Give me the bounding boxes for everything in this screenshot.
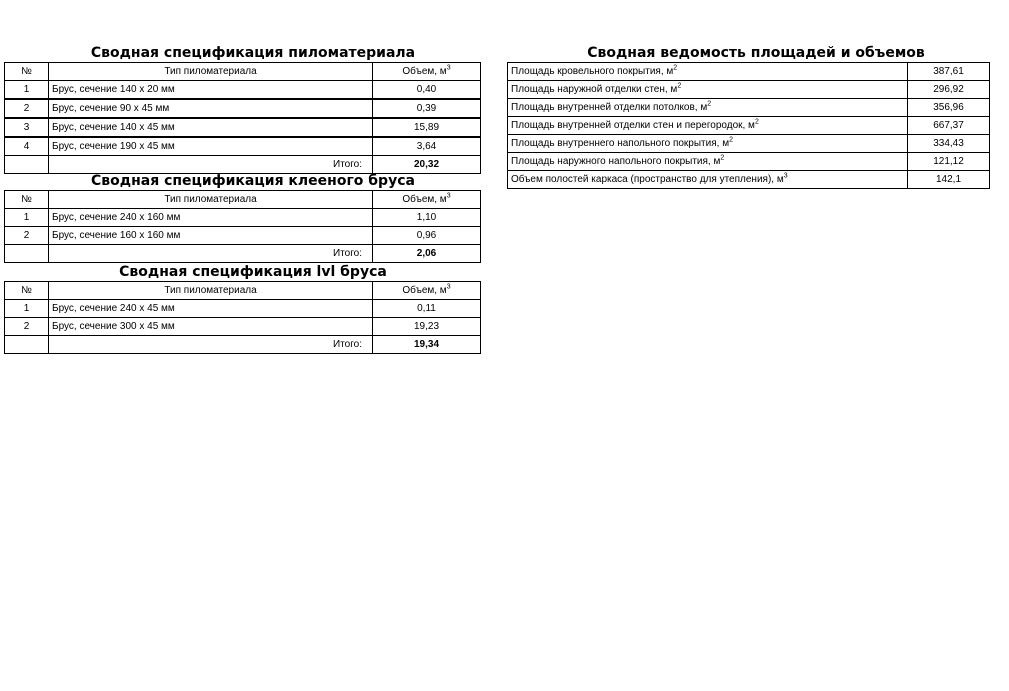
table-row bbox=[5, 300, 481, 318]
table-row bbox=[5, 99, 481, 118]
glulam-spec-title: Сводная спецификация клееного бруса bbox=[91, 173, 415, 189]
row-value: 296,92 bbox=[908, 81, 990, 99]
lvl-spec-table bbox=[4, 281, 481, 354]
row-value: 387,61 bbox=[908, 63, 990, 81]
row-num: 2 bbox=[5, 99, 49, 118]
lumber-spec-block bbox=[4, 44, 502, 174]
header-num: № bbox=[5, 191, 49, 209]
row-name: Брус, сечение 240 х 160 мм bbox=[49, 209, 373, 227]
row-volume: 19,23 bbox=[373, 318, 481, 336]
table-row bbox=[5, 318, 481, 336]
header-volume: Объем, $м^3$ bbox=[373, 63, 481, 81]
row-volume: 1,10 bbox=[373, 209, 481, 227]
table-row bbox=[5, 81, 481, 100]
row-label: Площадь наружного напольного покрытия, $м^2$ bbox=[508, 153, 908, 171]
header-num: № bbox=[5, 282, 49, 300]
header-type: Тип пиломатериала bbox=[49, 191, 373, 209]
lvl-spec-block bbox=[4, 263, 502, 354]
table-header-row bbox=[5, 191, 481, 209]
row-volume: 0,11 bbox=[373, 300, 481, 318]
total-row bbox=[5, 245, 481, 263]
table-row bbox=[5, 209, 481, 227]
total-value: 20,32 bbox=[373, 156, 481, 174]
row-num: 2 bbox=[5, 227, 49, 245]
row-label: Площадь внутренней отделки потолков, $м^2$ bbox=[508, 99, 908, 117]
total-value: 19,34 bbox=[373, 336, 481, 354]
table-row bbox=[508, 135, 990, 153]
lumber-spec-title: Сводная спецификация пиломатериала bbox=[90, 45, 416, 61]
table-row bbox=[508, 117, 990, 135]
row-volume: 3,64 bbox=[373, 137, 481, 156]
header-type: Тип пиломатериала bbox=[49, 282, 373, 300]
header-volume: Объем, $м^3$ bbox=[373, 282, 481, 300]
total-row bbox=[5, 336, 481, 354]
table-row bbox=[5, 118, 481, 137]
total-label: Итого: bbox=[49, 245, 373, 263]
row-num: 1 bbox=[5, 209, 49, 227]
row-label: Площадь внутреннего напольного покрытия, $м^2$ bbox=[508, 135, 908, 153]
row-name: Брус, сечение 190 х 45 мм bbox=[49, 137, 373, 156]
row-num: 2 bbox=[5, 318, 49, 336]
total-empty-cell bbox=[5, 336, 49, 354]
row-name: Брус, сечение 140 х 20 мм bbox=[49, 81, 373, 100]
header-num: № bbox=[5, 63, 49, 81]
total-value: 2,06 bbox=[373, 245, 481, 263]
row-name: Брус, сечение 300 х 45 мм bbox=[49, 318, 373, 336]
row-value: 121,12 bbox=[908, 153, 990, 171]
areas-summary-title: Сводная ведомость площадей и объемов bbox=[587, 45, 925, 61]
areas-summary-block bbox=[507, 44, 1005, 189]
row-volume: 0,96 bbox=[373, 227, 481, 245]
row-name: Брус, сечение 160 х 160 мм bbox=[49, 227, 373, 245]
glulam-spec-table bbox=[4, 190, 481, 263]
row-value: 356,96 bbox=[908, 99, 990, 117]
row-label: Площадь наружной отделки стен, $м^2$ bbox=[508, 81, 908, 99]
row-label: Площадь кровельного покрытия, $м^2$ bbox=[508, 63, 908, 81]
row-volume: 0,39 bbox=[373, 99, 481, 118]
row-value: 142,1 bbox=[908, 171, 990, 189]
table-row bbox=[5, 227, 481, 245]
row-num: 1 bbox=[5, 81, 49, 100]
row-value: 334,43 bbox=[908, 135, 990, 153]
lumber-spec-table bbox=[4, 62, 481, 174]
table-row bbox=[508, 81, 990, 99]
table-header-row bbox=[5, 63, 481, 81]
row-label: Площадь внутренней отделки стен и перегородок, $м^2$ bbox=[508, 117, 908, 135]
table-row bbox=[508, 171, 990, 189]
row-name: Брус, сечение 240 х 45 мм bbox=[49, 300, 373, 318]
header-type: Тип пиломатериала bbox=[49, 63, 373, 81]
header-volume: Объем, $м^3$ bbox=[373, 191, 481, 209]
row-name: Брус, сечение 140 х 45 мм bbox=[49, 118, 373, 137]
glulam-spec-block bbox=[4, 172, 502, 263]
total-empty-cell bbox=[5, 245, 49, 263]
row-name: Брус, сечение 90 х 45 мм bbox=[49, 99, 373, 118]
table-row bbox=[508, 99, 990, 117]
total-row bbox=[5, 156, 481, 174]
row-value: 667,37 bbox=[908, 117, 990, 135]
row-label: Объем полостей каркаса (пространство для утепления), $м^3$ bbox=[508, 171, 908, 189]
table-row bbox=[5, 137, 481, 156]
table-row bbox=[508, 63, 990, 81]
table-header-row bbox=[5, 282, 481, 300]
row-volume: 15,89 bbox=[373, 118, 481, 137]
areas-summary-table bbox=[507, 62, 990, 189]
row-num: 3 bbox=[5, 118, 49, 137]
row-num: 1 bbox=[5, 300, 49, 318]
table-row bbox=[508, 153, 990, 171]
row-num: 4 bbox=[5, 137, 49, 156]
row-volume: 0,40 bbox=[373, 81, 481, 100]
total-label: Итого: bbox=[49, 156, 373, 174]
lvl-spec-title: Сводная спецификация lvl бруса bbox=[119, 264, 387, 280]
total-label: Итого: bbox=[49, 336, 373, 354]
total-empty-cell bbox=[5, 156, 49, 174]
